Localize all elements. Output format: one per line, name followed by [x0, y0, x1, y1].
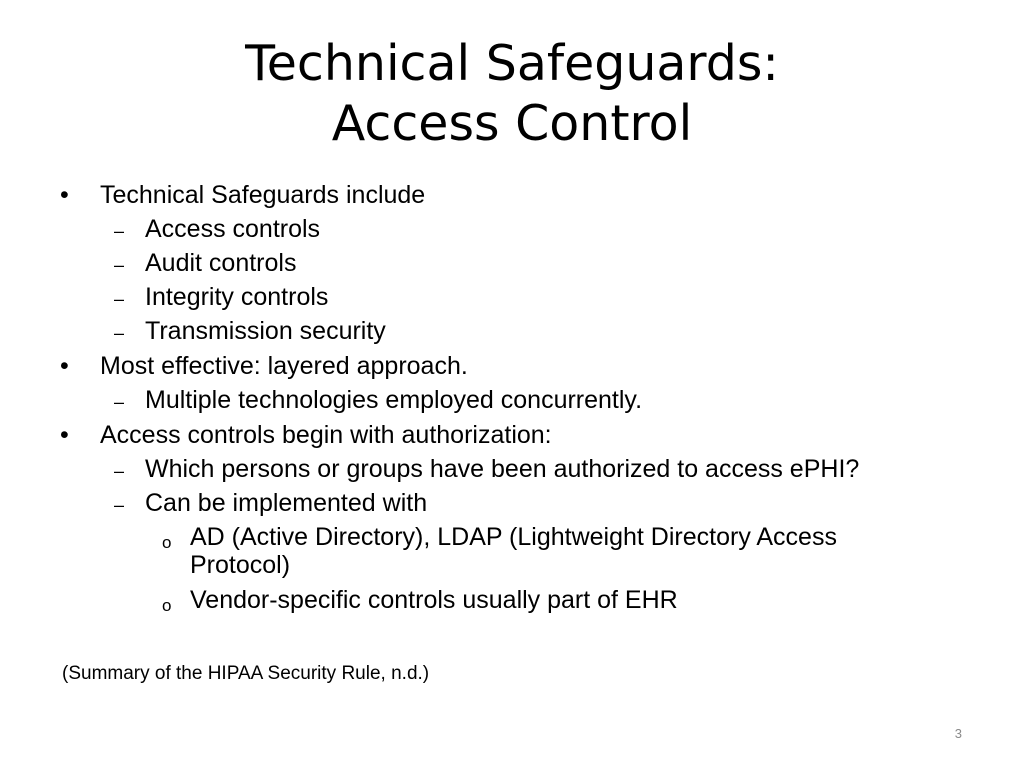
sub-sub-bullet-continuation: Protocol)	[190, 551, 291, 579]
slide-title-line-2: Access Control	[331, 95, 693, 152]
bullet-item: Most effective: layered approach.	[100, 352, 468, 380]
sub-bullet-item: Integrity controls	[145, 283, 329, 311]
dash-marker: –	[114, 323, 125, 343]
page-number: 3	[954, 726, 962, 741]
sub-bullet-item: Multiple technologies employed concurrently.	[145, 386, 643, 414]
circle-marker: o	[162, 596, 172, 615]
bullet-item: Technical Safeguards include	[100, 181, 426, 209]
citation: (Summary of the HIPAA Security Rule, n.d.)	[62, 663, 430, 684]
sub-bullet-item: Access controls	[145, 215, 321, 243]
bullet-marker: •	[60, 421, 69, 449]
sub-bullet-item: Which persons or groups have been authorized to access ePHI?	[145, 455, 860, 483]
dash-marker: –	[114, 461, 125, 481]
sub-bullet-item: Audit controls	[145, 249, 297, 277]
dash-marker: –	[114, 255, 125, 275]
slide-title-line-1: Technical Safeguards:	[245, 35, 779, 92]
sub-bullet-item: Transmission security	[145, 317, 386, 345]
bullet-marker: •	[60, 181, 69, 209]
sub-bullet-item: Can be implemented with	[145, 489, 428, 517]
sub-sub-bullet-item: Vendor-specific controls usually part of EHR	[190, 586, 678, 614]
circle-marker: o	[162, 533, 172, 552]
dash-marker: –	[114, 392, 125, 412]
bullet-marker: •	[60, 352, 69, 380]
dash-marker: –	[114, 289, 125, 309]
sub-sub-bullet-item: AD (Active Directory), LDAP (Lightweight Directory Access	[190, 523, 837, 551]
dash-marker: –	[114, 221, 125, 241]
dash-marker: –	[114, 495, 125, 515]
bullet-item: Access controls begin with authorization:	[100, 421, 552, 449]
